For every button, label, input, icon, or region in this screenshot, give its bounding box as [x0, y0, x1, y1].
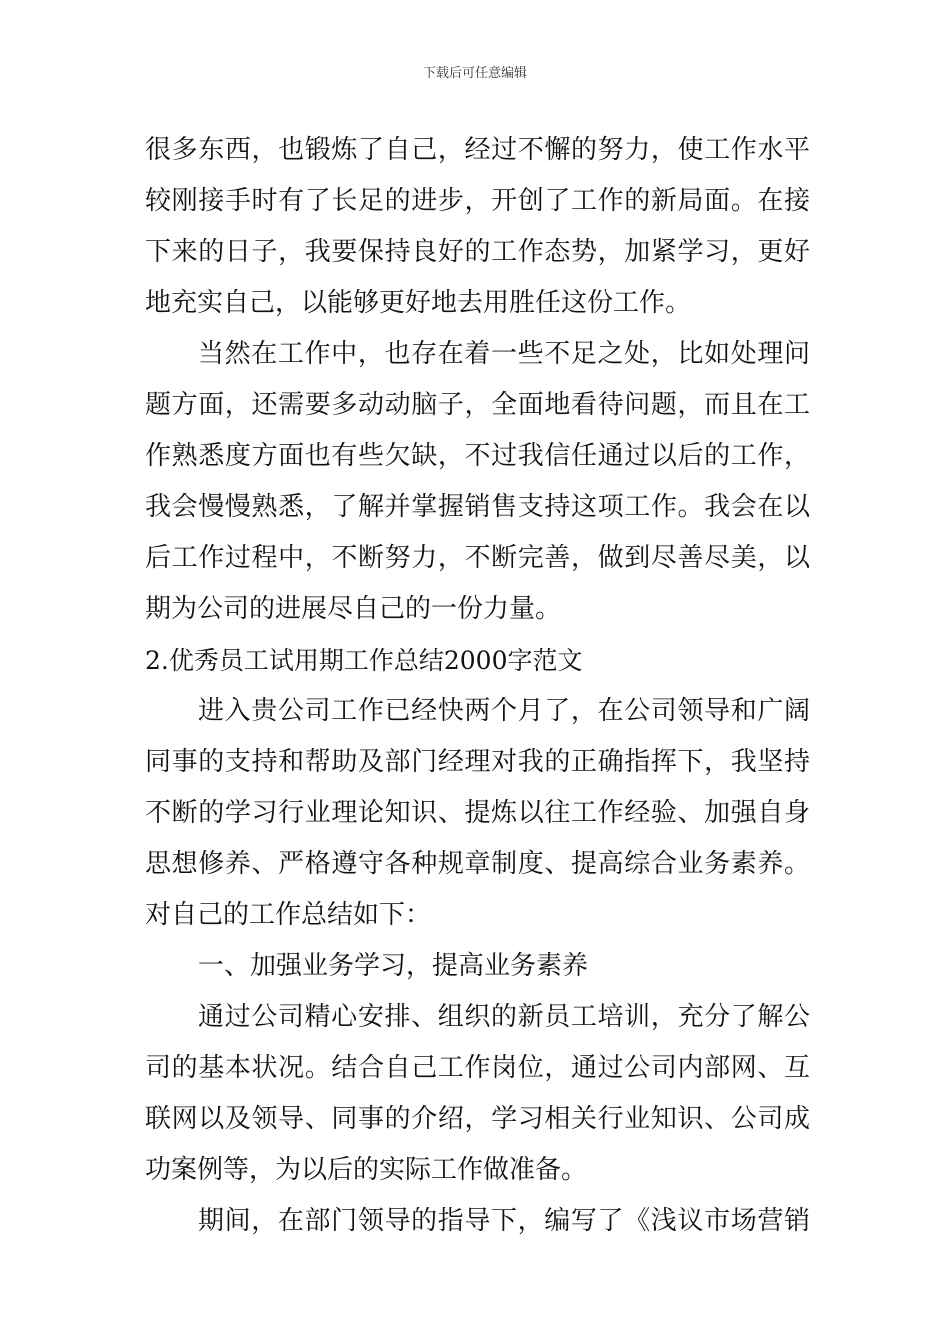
section-heading: 2.优秀员工试用期工作总结2000字范文 [145, 646, 583, 675]
paragraph-first-line: 通过公司精心安排、组织的新员工培训，充分了解公 [198, 1002, 810, 1032]
text-line: 不断的学习行业理论知识、提炼以往工作经验、加强自身 [145, 798, 810, 828]
paragraph-first-line: 进入贵公司工作已经快两个月了，在公司领导和广阔 [198, 696, 810, 726]
text-line: 功案例等，为以后的实际工作做准备。 [145, 1155, 588, 1185]
text-line: 很多东西，也锻炼了自己，经过不懈的努力，使工作水平 [145, 135, 810, 165]
subsection-heading: 一、加强业务学习，提高业务素养 [198, 951, 589, 981]
text-line: 题方面，还需要多动动脑子，全面地看待问题，而且在工 [145, 390, 810, 420]
text-line: 思想修养、严格遵守各种规章制度、提高综合业务素养。 [145, 849, 810, 879]
text-line: 司的基本状况。结合自己工作岗位，通过公司内部网、互 [145, 1053, 810, 1083]
text-line: 期为公司的进展尽自己的一份力量。 [145, 594, 562, 624]
text-line: 地充实自己，以能够更好地去用胜任这份工作。 [145, 288, 692, 318]
text-line: 对自己的工作总结如下： [145, 900, 432, 930]
text-line: 同事的支持和帮助及部门经理对我的正确指挥下，我坚持 [145, 747, 810, 777]
page-header: 下载后可任意编辑 [422, 66, 527, 81]
text-line: 后工作过程中，不断努力，不断完善，做到尽善尽美，以 [145, 543, 810, 573]
paragraph-first-line: 期间，在部门领导的指导下，编写了《浅议市场营销 [198, 1206, 810, 1236]
document-body [145, 125, 810, 1247]
text-line: 作熟悉度方面也有些欠缺，不过我信任通过以后的工作， [145, 441, 810, 471]
text-line: 下来的日子，我要保持良好的工作态势，加紧学习，更好 [145, 237, 810, 267]
paragraph-first-line: 当然在工作中，也存在着一些不足之处，比如处理问 [198, 339, 810, 369]
text-line: 联网以及领导、同事的介绍，学习相关行业知识、公司成 [145, 1104, 810, 1134]
text-line: 较刚接手时有了长足的进步，开创了工作的新局面。在接 [145, 186, 810, 216]
text-line: 我会慢慢熟悉，了解并掌握销售支持这项工作。我会在以 [145, 492, 810, 522]
